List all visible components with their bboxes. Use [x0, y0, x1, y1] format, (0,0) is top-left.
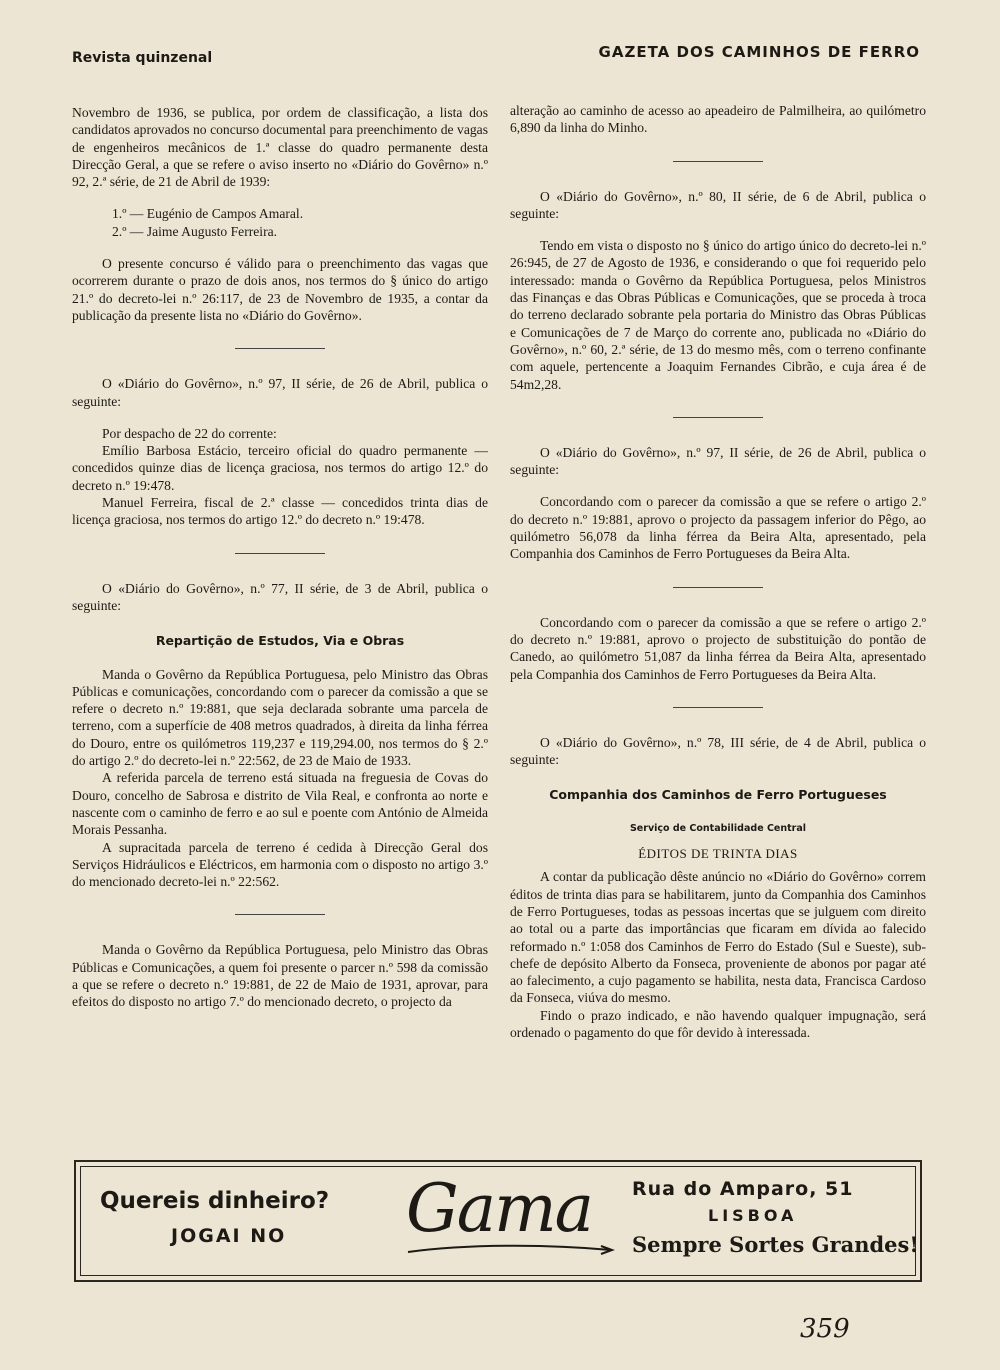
paragraph: Emílio Barbosa Estácio, terceiro oficial do quadro permanente — concedidos quinze dias de licença graciosa, nos termos do artigo 12.º do decreto n.º 19:478. [72, 443, 488, 493]
paragraph: Manda o Govêrno da República Portuguesa, pelo Ministro das Obras Públicas e comunicações, concordando com o parecer da comissão a que se refere o decreto n.º 19:881, que seja declarada sobrante uma parcela de terreno, com a superfície de 408 metros quadrados, à direita da linha férrea do Douro, entre os quilómetros 119,237 e 119,294.00, nos termos do § 2.º do artigo 2.º do decreto-lei n.º 22:562, de 23 de Maio de 1933. [72, 666, 488, 769]
ad-brand-logo: Gama [406, 1170, 593, 1247]
section-title: Repartição de Estudos, Via e Obras [155, 633, 405, 649]
paragraph: O «Diário do Govêrno», n.º 97, II série, de 26 de Abril, publica o seguinte: [72, 376, 488, 409]
paragraph: O «Diário do Govêrno», n.º 78, III série, de 4 de Abril, publica o seguinte: [510, 734, 926, 768]
paragraph: A contar da publicação dêste anúncio no «Diário do Govêrno» correm éditos de trinta dias para se habilitarem, junto da Companhia dos Caminhos de Ferro Portugueses, todas as pessoas incertas que se julguem com direito ao total ou a parte das importâncias que ficaram em dívida ao falecido reformado n.º 1:058 dos Caminhos de Ferro do Estado (Sul e Sueste), sub-chefe de depósito Alberto da Fonseca, proveniente de abonos por pagar até ao falecimento, a cujo pagamento se habilita, nesta data, Francisca Cardoso da Fonseca, viúva do mesmo. [510, 869, 926, 1006]
ad-city: LISBOA [708, 1206, 798, 1225]
page-number: 359 [800, 1314, 850, 1344]
ad-question: Quereis dinheiro? [100, 1188, 330, 1214]
divider [235, 348, 325, 349]
header-left: Revista quinzenal [72, 50, 213, 66]
ad-play: JOGAI NO [171, 1225, 287, 1247]
divider [673, 161, 763, 162]
ad-slogan: Sempre Sortes Grandes! [632, 1232, 919, 1257]
paragraph: O presente concurso é válido para o preenchimento das vagas que ocorrerem durante o prazo de dois anos, nos termos do § único do artigo 21.º do decreto-lei n.º 26:117, de 23 de Novembro de 1935, a contar da publicação da presente lista no «Diário do Govêrno». [72, 256, 488, 323]
paragraph: Concordando com o parecer da comissão a que se refere o artigo 2.º do decreto n.º 19:881, aprovo o projecto de substituição do pontão de Canedo, ao quilómetro 51,087 da linha férrea da Beira Alta, apresentado pela Companhia dos Caminhos de Ferro Portugueses da Beira Alta. [510, 614, 926, 682]
paragraph: O «Diário do Govêrno», n.º 97, II série, de 26 de Abril, publica o seguinte: [510, 444, 926, 478]
list-item: 1.º — Eugénio de Campos Amaral. [112, 206, 304, 222]
paragraph: A referida parcela de terreno está situada na freguesia de Covas do Douro, concelho de Sabrosa e distrito de Vila Real, e confronta ao norte e nascente com o caminho de ferro e ao sul e poente com António de Almeida Morais Pessanha. [72, 770, 488, 838]
divider [673, 707, 763, 708]
left-column [72, 104, 488, 1011]
paragraph: Por despacho de 22 do corrente: [102, 425, 277, 441]
paragraph: O «Diário do Govêrno», n.º 77, II série, de 3 de Abril, publica o seguinte: [72, 580, 488, 613]
header-title: GAZETA DOS CAMINHOS DE FERRO [598, 43, 920, 61]
notice-title: ÉDITOS DE TRINTA DIAS [638, 846, 798, 862]
divider [673, 417, 763, 418]
paragraph: Findo o prazo indicado, e não havendo qualquer impugnação, será ordenado o pagamento do que fôr devido à interessada. [510, 1007, 926, 1040]
paragraph: O «Diário do Govêrno», n.º 80, II série, de 6 de Abril, publica o seguinte: [510, 188, 926, 221]
divider [673, 587, 763, 588]
paragraph: Manuel Ferreira, fiscal de 2.ª classe — concedidos trinta dias de licença graciosa, nos termos do artigo 12.º do decreto n.º 19:478. [72, 495, 488, 528]
paragraph: Tendo em vista o disposto no § único do artigo único do decreto-lei n.º 26:945, de 27 de Agosto de 1936, e considerando o que foi requerido pelo interessado: manda o Govêrno da República Portuguesa, pelos Ministros das Finanças e das Obras Públicas e Comunicações, que se proceda à troca do terreno declarado sobrante pela portaria do Ministro das Obras Públicas e Comunicações de 7 de Março do corrente ano, publicada no «Diário do Govêrno», n.º 60, 2.ª série, de 13 do mesmo mês, com o terreno confinante com aquele, pertencente a Joaquim Fernandes Cibrão, e cuja área é de 54m2,28. [510, 238, 926, 392]
divider [235, 553, 325, 554]
list-item: 2.º — Jaime Augusto Ferreira. [112, 223, 278, 239]
paragraph: Manda o Govêrno da República Portuguesa, pelo Ministro das Obras Públicas e Comunicações, a quem foi presente o parcer n.º 598 da comissão a que se refere o decreto n.º 19:881, de 22 de Maio de 1931, aprovar, para efeitos do disposto no artigo 7.º do mencionado decreto, o projecto da [72, 942, 488, 1010]
paragraph: alteração ao caminho de acesso ao apeadeiro de Palmilheira, ao quilómetro 6,890 da linha do Minho. [510, 103, 926, 136]
company-title: Companhia dos Caminhos de Ferro Portugueses [549, 787, 887, 803]
service-title: Serviço de Contabilidade Central [629, 822, 807, 834]
flourish-icon [406, 1242, 616, 1258]
lottery-advertisement [74, 1160, 922, 1282]
ad-address: Rua do Amparo, 51 [632, 1178, 854, 1200]
divider [235, 914, 325, 915]
paragraph: Novembro de 1936, se publica, por ordem de classificação, a lista dos candidatos aprovados no concurso documental para preenchimento de vagas de engenheiros mecânicos de 1.ª classe do quadro permanente desta Direcção Geral, a que se refere o aviso inserto no «Diário do Govêrno» n.º 92, 2.ª série, de 21 de Abril de 1939: [72, 105, 488, 190]
paragraph: A supracitada parcela de terreno é cedida à Direcção Geral dos Serviços Hidráulicos e Eléctricos, em harmonia com o disposto no artigo 3.º do mencionado decreto-lei n.º 22:562. [72, 839, 488, 890]
right-column [510, 102, 926, 1041]
paragraph: Concordando com o parecer da comissão a que se refere o artigo 2.º do decreto n.º 19:881, aprovo o projecto da passagem inferior do Pêgo, ao quilómetro 56,078 da linha férrea da Beira Alta, apresentado, pela Companhia dos Caminhos de Ferro Portugueses da Beira Alta. [510, 494, 926, 562]
